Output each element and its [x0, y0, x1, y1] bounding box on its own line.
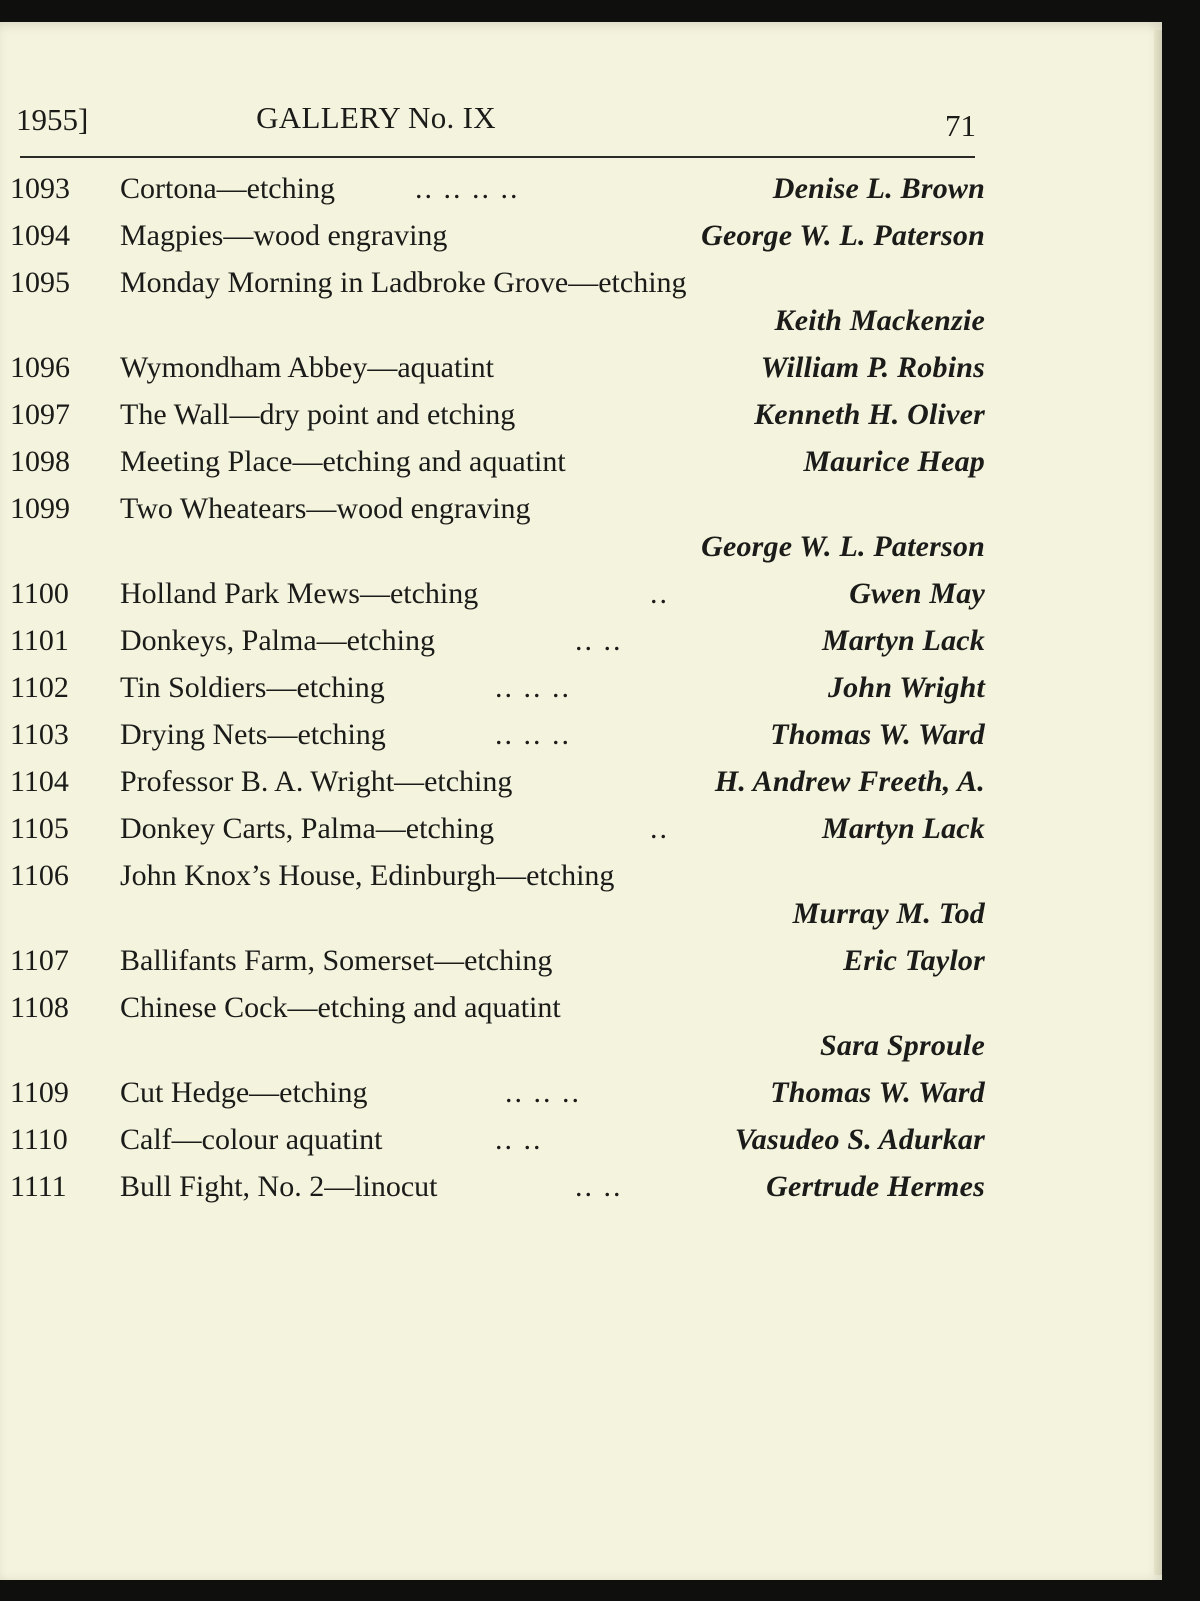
page-edge — [1154, 30, 1162, 1575]
list-item — [10, 664, 985, 711]
entry-title: Donkey Carts, Palma—etching — [120, 812, 495, 845]
dot-leaders: .. .. — [495, 1123, 543, 1156]
entry-artist: John Wright — [827, 671, 985, 704]
entry-artist: Thomas W. Ward — [770, 1076, 985, 1109]
list-item — [10, 937, 985, 984]
list-item — [10, 1116, 985, 1163]
entry-number: 1102 — [10, 671, 69, 704]
entry-number: 1095 — [10, 266, 70, 299]
list-item — [10, 570, 985, 617]
dot-leaders: .. .. .. .. — [415, 172, 520, 205]
entry-artist: Vasudeo S. Adurkar — [734, 1123, 985, 1156]
header-title: GALLERY No. IX — [256, 100, 496, 135]
list-item — [10, 438, 985, 485]
list-item — [10, 852, 985, 937]
entry-title: Drying Nets—etching — [120, 718, 386, 751]
entry-artist: Thomas W. Ward — [770, 718, 985, 751]
entry-artist: Kenneth H. Oliver — [754, 398, 985, 431]
entry-title: Two Wheatears—wood engraving — [120, 492, 531, 525]
entry-title: Wymondham Abbey—aquatint — [120, 351, 494, 384]
entry-title: Holland Park Mews—etching — [120, 577, 479, 610]
entry-number: 1096 — [10, 351, 70, 384]
entry-number: 1104 — [10, 765, 69, 798]
header-year: 1955] — [16, 102, 89, 137]
entry-artist: Gertrude Hermes — [766, 1170, 985, 1203]
entry-number: 1107 — [10, 944, 69, 977]
entry-artist: Murray M. Tod — [792, 897, 985, 930]
entry-title: Monday Morning in Ladbroke Grove—etching — [120, 266, 687, 299]
page-number: 71 — [945, 108, 976, 143]
list-item — [10, 1163, 985, 1210]
header-rule — [20, 156, 975, 158]
entry-number: 1094 — [10, 219, 70, 252]
list-item — [10, 758, 985, 805]
entry-artist: Sara Sproule — [820, 1029, 985, 1062]
running-header — [16, 96, 976, 146]
dot-leaders: .. .. .. — [495, 718, 571, 751]
dot-leaders: .. .. .. — [495, 671, 571, 704]
entry-artist: George W. L. Paterson — [701, 530, 985, 563]
list-item — [10, 984, 985, 1069]
entry-number: 1106 — [10, 859, 69, 892]
entry-artist: Martyn Lack — [821, 624, 985, 657]
entry-title: Donkeys, Palma—etching — [120, 624, 435, 657]
entry-title: Bull Fight, No. 2—linocut — [120, 1170, 438, 1203]
entry-artist: George W. L. Paterson — [701, 219, 985, 252]
entry-title: The Wall—dry point and etching — [120, 398, 516, 431]
entry-number: 1110 — [10, 1123, 68, 1156]
list-item — [10, 391, 985, 438]
entry-artist: Maurice Heap — [803, 445, 985, 478]
entry-number: 1111 — [10, 1170, 67, 1203]
entry-artist: Martyn Lack — [821, 812, 985, 845]
entry-list — [10, 165, 985, 1210]
entry-artist: Keith Mackenzie — [774, 304, 985, 337]
entry-artist: William P. Robins — [760, 351, 985, 384]
list-item — [10, 711, 985, 758]
entry-number: 1101 — [10, 624, 69, 657]
entry-number: 1097 — [10, 398, 70, 431]
entry-title: Professor B. A. Wright—etching — [120, 765, 513, 798]
entry-title: Tin Soldiers—etching — [120, 671, 385, 704]
entry-title: John Knox’s House, Edinburgh—etching — [120, 859, 615, 892]
entry-number: 1093 — [10, 172, 70, 205]
list-item — [10, 805, 985, 852]
entry-number: 1108 — [10, 991, 69, 1024]
list-item — [10, 617, 985, 664]
list-item — [10, 165, 985, 212]
list-item — [10, 344, 985, 391]
entry-artist: Gwen May — [849, 577, 985, 610]
entry-title: Ballifants Farm, Somerset—etching — [120, 944, 553, 977]
dot-leaders: .. — [650, 812, 669, 845]
dot-leaders: .. .. .. — [505, 1076, 581, 1109]
entry-title: Meeting Place—etching and aquatint — [120, 445, 566, 478]
dot-leaders: .. .. — [575, 1170, 623, 1203]
entry-title: Calf—colour aquatint — [120, 1123, 383, 1156]
entry-title: Magpies—wood engraving — [120, 219, 448, 252]
entry-number: 1109 — [10, 1076, 69, 1109]
list-item — [10, 485, 985, 570]
entry-number: 1105 — [10, 812, 69, 845]
entry-title: Cut Hedge—etching — [120, 1076, 368, 1109]
entry-number: 1100 — [10, 577, 69, 610]
entry-number: 1103 — [10, 718, 69, 751]
entry-number: 1099 — [10, 492, 70, 525]
dot-leaders: .. .. — [575, 624, 623, 657]
dot-leaders: .. — [650, 577, 669, 610]
list-item — [10, 259, 985, 344]
entry-title: Chinese Cock—etching and aquatint — [120, 991, 561, 1024]
entry-number: 1098 — [10, 445, 70, 478]
entry-artist: Eric Taylor — [843, 944, 985, 977]
entry-artist: H. Andrew Freeth, A. — [714, 765, 985, 798]
entry-artist: Denise L. Brown — [772, 172, 985, 205]
list-item — [10, 212, 985, 259]
entry-title: Cortona—etching — [120, 172, 335, 205]
list-item — [10, 1069, 985, 1116]
